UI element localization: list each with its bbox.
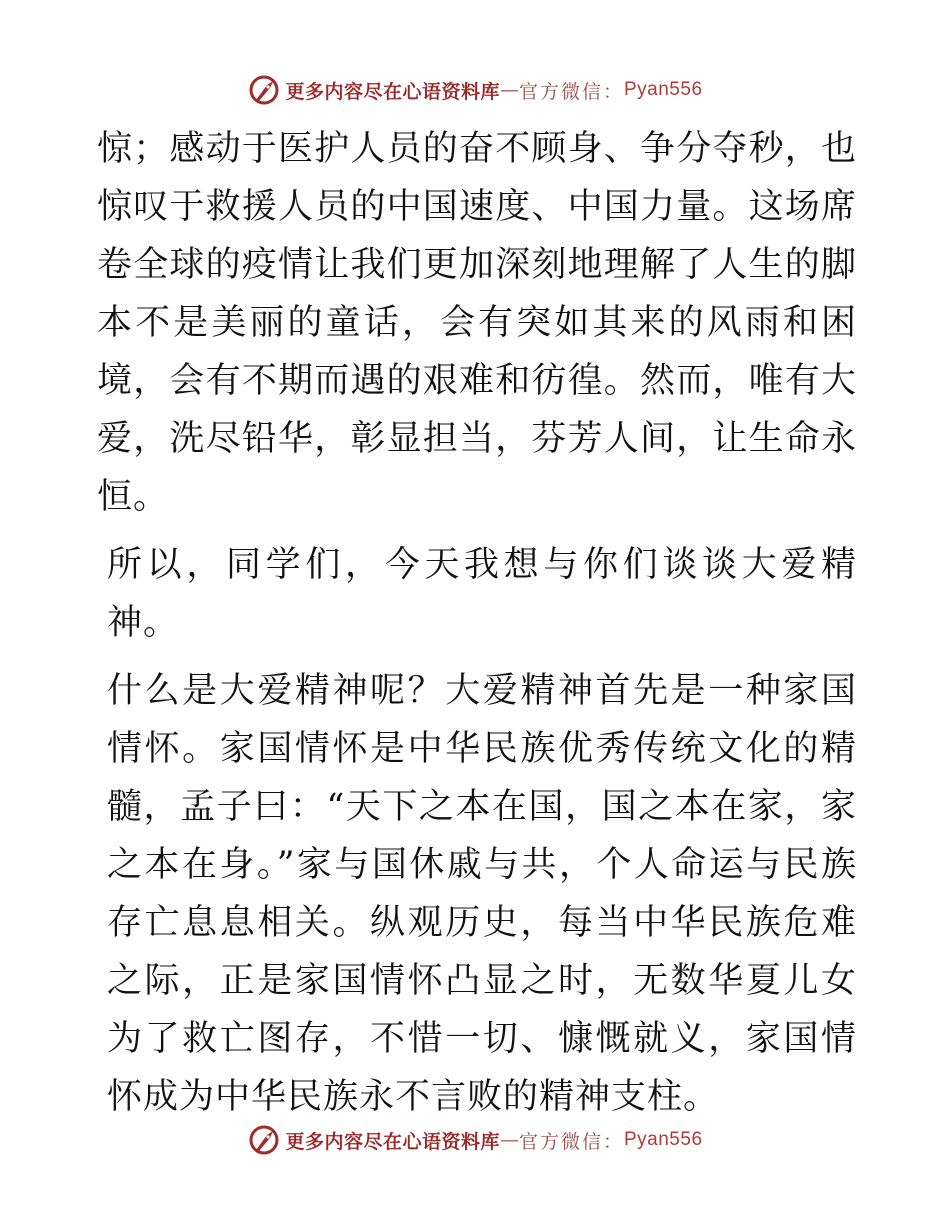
pen-nib-circle-icon [247, 1123, 281, 1157]
banner-dash: — [499, 1129, 519, 1151]
banner-main-text: 更多内容尽在心语资料库 [285, 1130, 500, 1153]
pen-nib-circle-icon [247, 73, 281, 107]
header-watermark-banner [0, 70, 950, 110]
banner-main-text: 更多内容尽在心语资料库 [285, 80, 500, 103]
paragraph-2: 所以，同学们，今天我想与你们谈谈大爱精神。 [107, 545, 857, 643]
banner-dash: — [499, 79, 519, 101]
paragraph-3: 什么是大爱精神呢？大爱精神首先是一种家国情怀。家国情怀是中华民族优秀传统文化的精髓，孟子曰：“天下之本在国，国之本在家，家之本在身。”家与国休戚与共，个人命运与民族存亡息息相关。纵观历史，每当中华民族危难之际，正是家国情怀凸显之时，无数华夏儿女为了救亡图存，不惜一切、慷慨就义，家国情怀成为中华民族永不言败的精神支柱。 [107, 671, 857, 1117]
footer-watermark-banner [0, 1120, 950, 1160]
banner-wechat-id: Pyan556 [624, 79, 703, 100]
banner-wechat-label: 官方微信： [518, 80, 624, 103]
document-body [97, 120, 857, 1126]
paragraph-1: 惊；感动于医护人员的奋不顾身、争分夺秒，也惊叹于救援人员的中国速度、中国力量。这场席卷全球的疫情让我们更加深刻地理解了人生的脚本不是美丽的童话，会有突如其来的风雨和困境，会有不期而遇的艰难和彷徨。然而，唯有大爱，洗尽铅华，彰显担当，芬芳人间，让生命永恒。 [97, 129, 857, 517]
banner-wechat-id: Pyan556 [624, 1129, 703, 1150]
banner-wechat-label: 官方微信： [518, 1130, 624, 1153]
